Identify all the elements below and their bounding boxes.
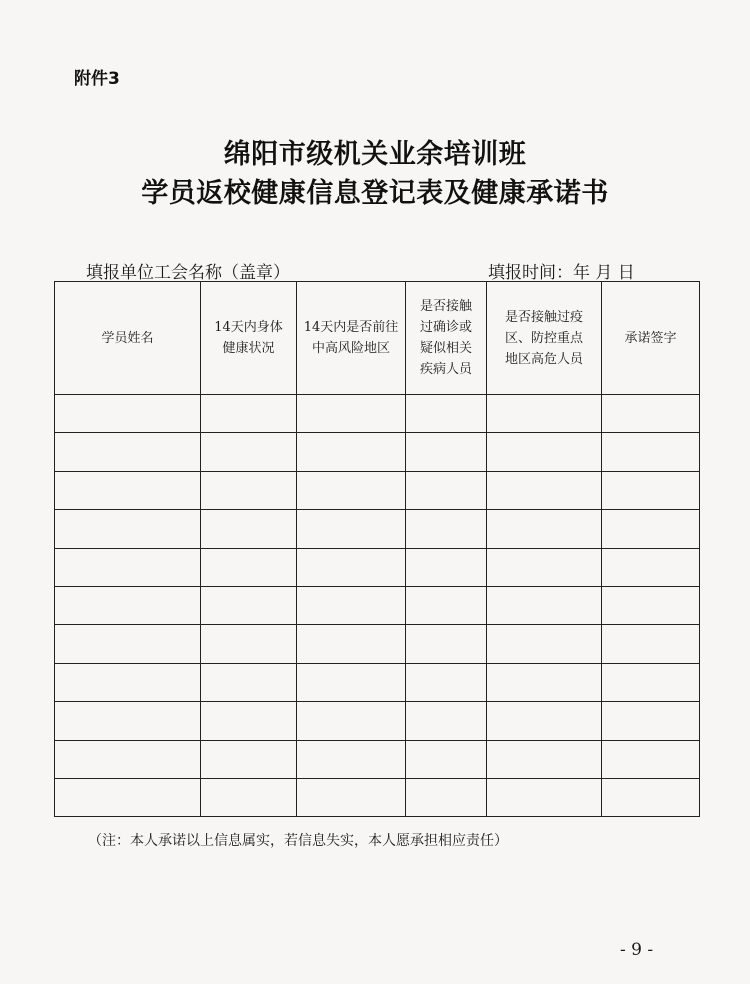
header-student-name <box>55 282 201 395</box>
table-row <box>55 702 700 740</box>
header-line: 是否接触过疫 <box>504 309 583 325</box>
table-header-row <box>55 282 700 395</box>
table-cell[interactable] <box>406 740 487 778</box>
document-title-line-1: 绵阳市级机关业余培训班 <box>223 139 527 170</box>
table-cell[interactable] <box>602 586 700 624</box>
table-cell[interactable] <box>602 625 700 663</box>
header-contact-high-risk <box>487 282 602 395</box>
table-cell[interactable] <box>55 395 201 433</box>
table-row <box>55 548 700 586</box>
table-cell[interactable] <box>406 702 487 740</box>
table-cell[interactable] <box>201 702 297 740</box>
table-row <box>55 433 700 471</box>
table-cell[interactable] <box>602 778 700 816</box>
header-contact-cases <box>406 282 487 395</box>
table-cell[interactable] <box>487 395 602 433</box>
header-line: 区、防控重点 <box>504 330 583 346</box>
table-cell[interactable] <box>55 740 201 778</box>
table-cell[interactable] <box>406 625 487 663</box>
table-cell[interactable] <box>297 510 406 548</box>
table-cell[interactable] <box>55 433 201 471</box>
table-cell[interactable] <box>55 702 201 740</box>
table-cell[interactable] <box>406 471 487 509</box>
table-cell[interactable] <box>487 471 602 509</box>
header-health-status <box>201 282 297 395</box>
table-cell[interactable] <box>55 663 201 701</box>
health-registration-table <box>54 281 700 817</box>
table-cell[interactable] <box>602 702 700 740</box>
header-line: 疾病人员 <box>419 362 472 377</box>
table-cell[interactable] <box>55 548 201 586</box>
table-cell[interactable] <box>487 702 602 740</box>
table-cell[interactable] <box>406 510 487 548</box>
table-row <box>55 625 700 663</box>
header-line: 疑似相关 <box>419 341 472 356</box>
table-cell[interactable] <box>406 395 487 433</box>
header-line: 地区高危人员 <box>504 351 583 367</box>
table-cell[interactable] <box>297 778 406 816</box>
table-cell[interactable] <box>487 586 602 624</box>
table-cell[interactable] <box>602 471 700 509</box>
header-line: 过确诊或 <box>419 320 472 335</box>
table-row <box>55 740 700 778</box>
table-cell[interactable] <box>602 548 700 586</box>
table-cell[interactable] <box>297 663 406 701</box>
table-cell[interactable] <box>55 471 201 509</box>
table-cell[interactable] <box>487 740 602 778</box>
table-cell[interactable] <box>55 625 201 663</box>
table-cell[interactable] <box>201 510 297 548</box>
table-body <box>55 395 700 817</box>
table-cell[interactable] <box>406 778 487 816</box>
table-cell[interactable] <box>297 548 406 586</box>
table-cell[interactable] <box>297 433 406 471</box>
table-cell[interactable] <box>487 433 602 471</box>
header-line: 14天内是否前往 <box>303 320 399 335</box>
table-cell[interactable] <box>201 663 297 701</box>
table-cell[interactable] <box>602 395 700 433</box>
header-line: 是否接触 <box>419 299 472 314</box>
table-cell[interactable] <box>201 471 297 509</box>
header-line: 学员姓名 <box>101 330 154 346</box>
table-cell[interactable] <box>297 625 406 663</box>
attachment-label: 附件3 <box>74 69 120 89</box>
table-cell[interactable] <box>201 778 297 816</box>
header-line: 中高风险地区 <box>311 341 390 356</box>
table-row <box>55 663 700 701</box>
table-cell[interactable] <box>201 740 297 778</box>
table-cell[interactable] <box>55 586 201 624</box>
fill-date-label: 填报时间：年 月 日 <box>488 263 635 283</box>
page-number: - 9 - <box>620 940 654 960</box>
table-cell[interactable] <box>602 433 700 471</box>
table-cell[interactable] <box>487 625 602 663</box>
table-cell[interactable] <box>487 663 602 701</box>
table-cell[interactable] <box>602 663 700 701</box>
table-row <box>55 471 700 509</box>
unit-name-label: 填报单位工会名称（盖章） <box>86 263 290 283</box>
table-cell[interactable] <box>406 663 487 701</box>
table-cell[interactable] <box>201 395 297 433</box>
table-cell[interactable] <box>487 510 602 548</box>
table-cell[interactable] <box>602 740 700 778</box>
table-cell[interactable] <box>201 625 297 663</box>
table-row <box>55 586 700 624</box>
table-cell[interactable] <box>55 778 201 816</box>
table-row <box>55 510 700 548</box>
table-cell[interactable] <box>55 510 201 548</box>
table-cell[interactable] <box>406 548 487 586</box>
table-cell[interactable] <box>297 471 406 509</box>
table-cell[interactable] <box>201 548 297 586</box>
header-line: 14天内身体 <box>214 320 283 335</box>
table-cell[interactable] <box>487 548 602 586</box>
table-row <box>55 778 700 816</box>
header-signature <box>602 282 700 395</box>
document-title-line-2: 学员返校健康信息登记表及健康承诺书 <box>141 178 609 209</box>
table-cell[interactable] <box>201 433 297 471</box>
table-cell[interactable] <box>297 702 406 740</box>
commitment-note: （注：本人承诺以上信息属实，若信息失实，本人愿承担相应责任） <box>88 833 508 849</box>
header-risk-area-travel <box>297 282 406 395</box>
table-cell[interactable] <box>602 510 700 548</box>
header-line: 承诺签字 <box>624 330 677 346</box>
table-row <box>55 395 700 433</box>
table-cell[interactable] <box>406 586 487 624</box>
table-cell[interactable] <box>297 395 406 433</box>
table-cell[interactable] <box>487 778 602 816</box>
table-cell[interactable] <box>201 586 297 624</box>
table-cell[interactable] <box>297 740 406 778</box>
header-line: 健康状况 <box>222 341 275 356</box>
table-cell[interactable] <box>406 433 487 471</box>
table-cell[interactable] <box>297 586 406 624</box>
